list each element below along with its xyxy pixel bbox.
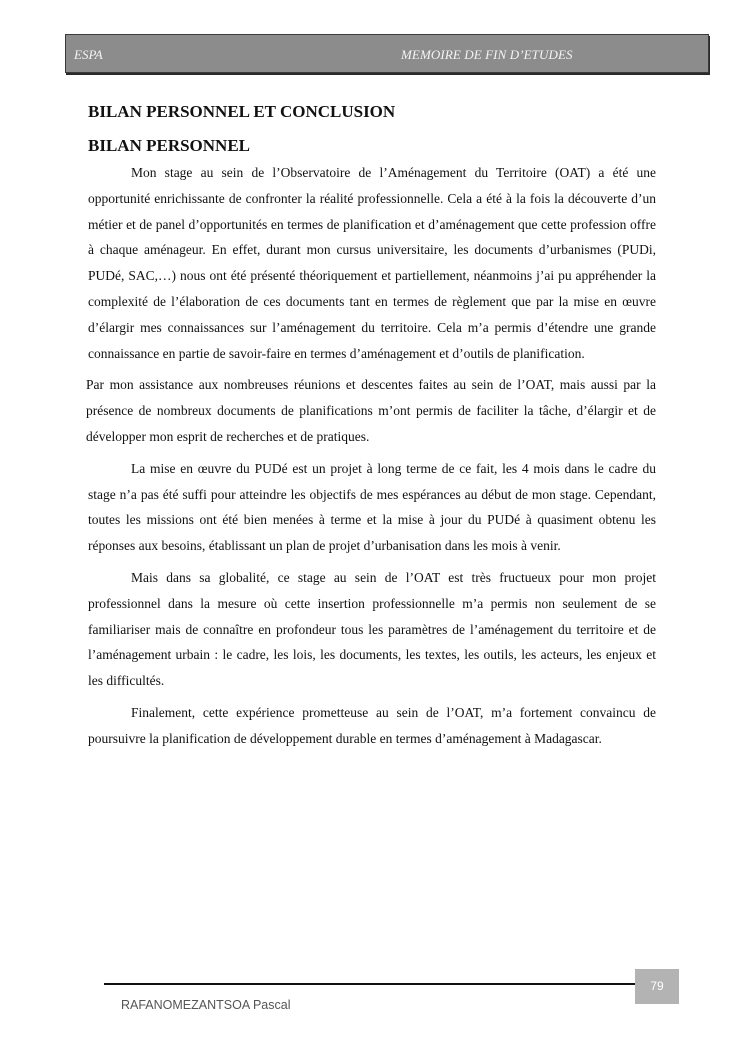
footer-divider: [104, 983, 635, 985]
header-school: ESPA: [74, 47, 103, 62]
page-number-box: [635, 969, 679, 1004]
paragraph: La mise en œuvre du PUDé est un projet à long terme de ce fait, les 4 mois dans le cadre du stage n’a pas été suffi pour atteindre les objectifs de mes espérances au début de mon stage. Cependant, toutes les missions ont été bien menées à terme et la mise à jour du PUDé à quasiment obtenu les réponses aux besoins, établissant un plan de projet d’urbanisation dans les mois à venir.: [88, 460, 656, 554]
header-document-type: MEMOIRE DE FIN D’ETUDES: [401, 47, 573, 62]
footer-author: RAFANOMEZANTSOA Pascal: [121, 998, 291, 1012]
section-subtitle: BILAN PERSONNEL: [88, 136, 251, 155]
paragraph: Finalement, cette expérience prometteuse au sein de l’OAT, m’a fortement convaincu de poursuivre la planification de développement durable en termes d’aménagement à Madagascar.: [88, 704, 656, 746]
page-number: 79: [650, 979, 664, 993]
page-header: [65, 34, 709, 73]
document-body: [88, 100, 656, 752]
paragraph: Par mon assistance aux nombreuses réunions et descentes faites au sein de l’OAT, mais aussi par la présence de nombreux documents de planifications m’ont permis de faciliter la tâche, d’élargir et de développer mon esprit de recherches et de pratiques.: [86, 377, 656, 444]
paragraph: Mais dans sa globalité, ce stage au sein de l’OAT est très fructueux pour mon projet professionnel dans la mesure où cette insertion professionnelle m’a permis non seulement de se familiariser mais de connaître en profondeur tous les paramètres de l’aménagement du territoire et de l’aménagement urbain : le cadre, les lois, les documents, les textes, les outils, les acteurs, les enjeux et les difficultés.: [88, 569, 656, 689]
section-title: BILAN PERSONNEL ET CONCLUSION: [88, 102, 396, 121]
paragraph: Mon stage au sein de l’Observatoire de l’Aménagement du Territoire (OAT) a été une opportunité enrichissante de confronter la réalité professionnelle. Cela a été à la fois la découverte d’un métier et de panel d’opportunités en termes de planification et d’aménagement que cette profession offre à chaque aménageur. En effet, durant mon cursus universitaire, les documents d’urbanismes (PUDi, PUDé, SAC,…) nous ont été présenté théoriquement et partiellement, néanmoins j’ai pu appréhender la complexité de l’élaboration de ces documents tant en termes de règlement que par la mise en œuvre d’élargir mes connaissances sur l’aménagement du territoire. Cela m’a permis d’étendre une grande connaissance en partie de savoir-faire en termes d’aménagement et d’outils de planification.: [88, 165, 656, 361]
